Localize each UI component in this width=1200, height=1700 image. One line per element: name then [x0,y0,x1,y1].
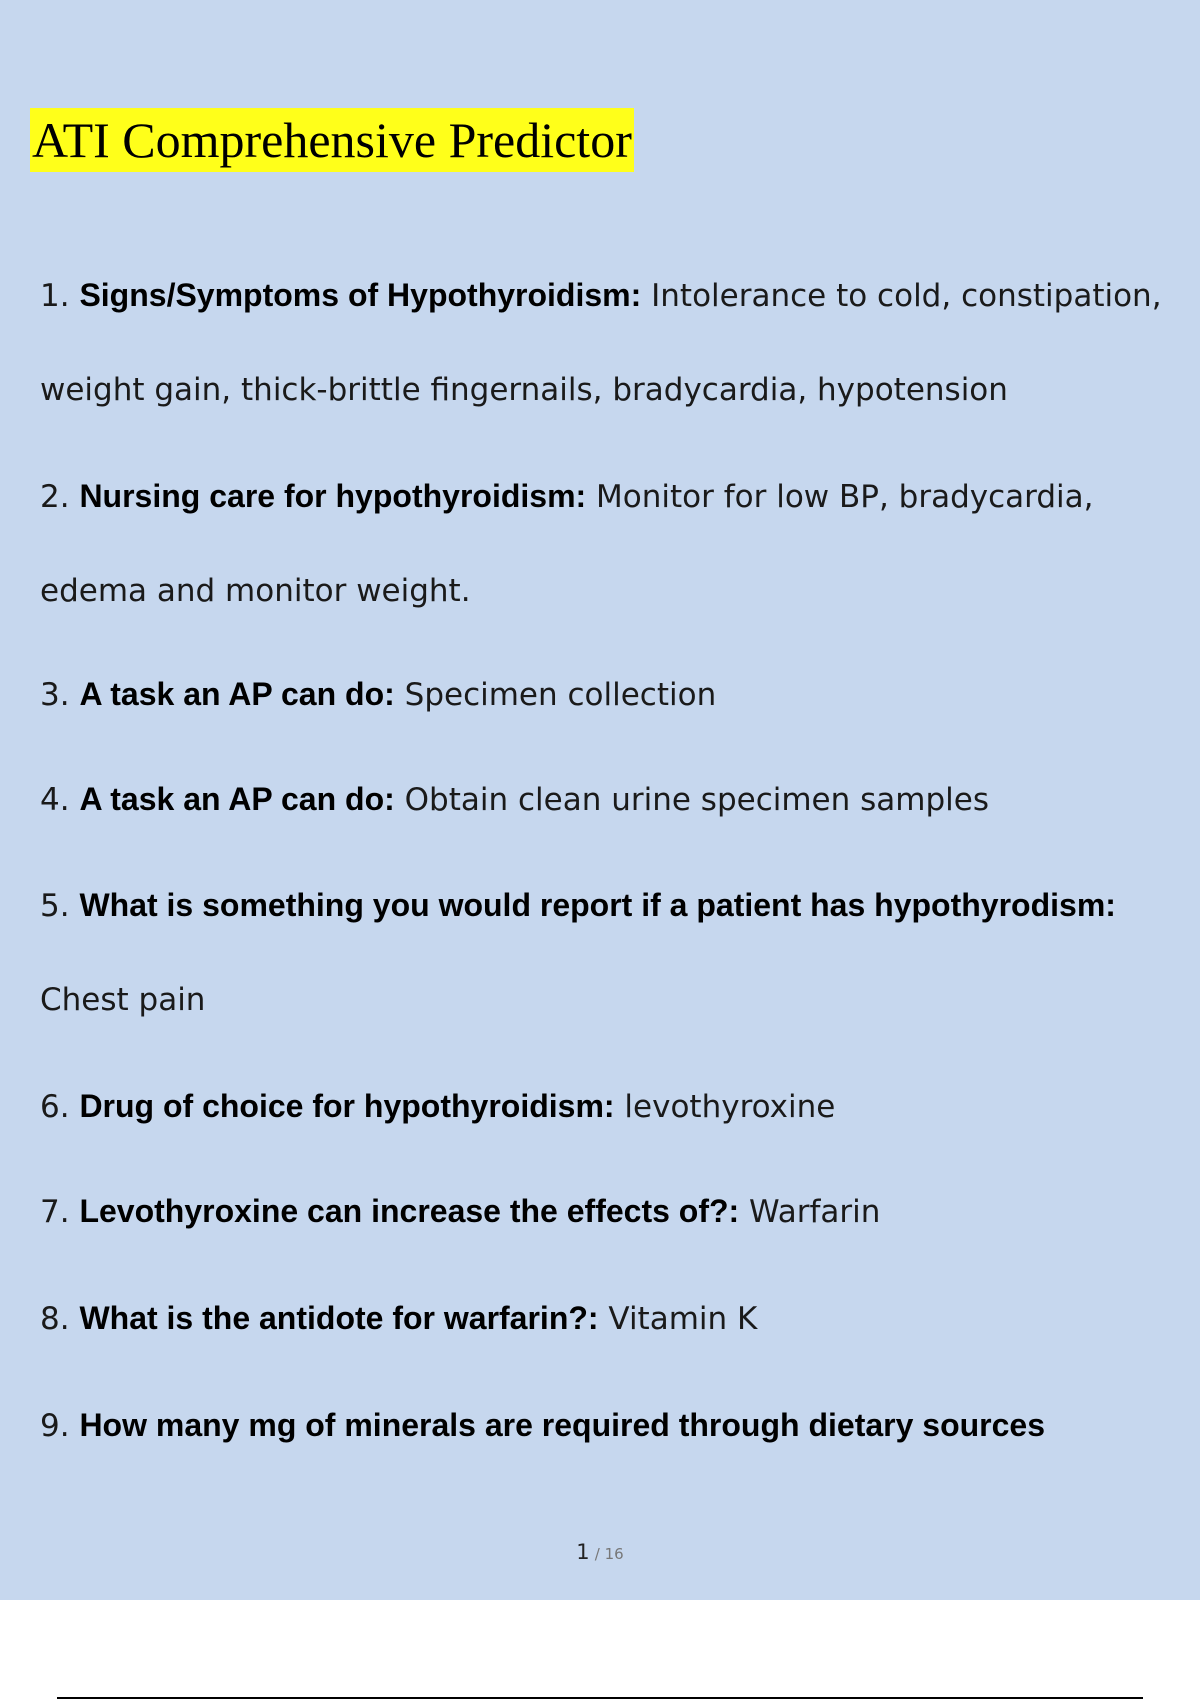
qa-item-2 [40,449,1190,638]
page-current: 1 [576,1540,590,1564]
item-number: 1. [40,278,70,314]
qa-item-4 [40,752,1190,847]
item-question: What is the antidote for warfarin?: [79,1300,599,1336]
qa-item-7 [40,1164,1190,1259]
item-question: Drug of choice for hypothyroidism: [79,1088,615,1124]
qa-item-1 [40,248,1190,437]
item-answer: levothyroxine [624,1089,836,1125]
item-answer: Monitor for low BP, bradycardia, edema and monitor weight. [40,479,1094,609]
item-number: 7. [40,1194,70,1230]
item-number: 8. [40,1301,70,1337]
page-total: / 16 [594,1545,624,1563]
item-answer: Warfarin [749,1194,881,1230]
qa-item-8 [40,1271,1190,1366]
item-question: How many mg of minerals are required through dietary sources [79,1407,1046,1443]
qa-item-5 [40,858,1190,1047]
item-number: 4. [40,782,70,818]
item-question: Levothyroxine can increase the effects of?: [79,1193,740,1229]
page-indicator [0,1540,1200,1564]
item-number: 2. [40,479,70,515]
item-answer: Chest pain [40,982,206,1018]
page-divider [57,1697,1143,1699]
item-question: What is something you would report if a patient has hypothyrodism: [79,887,1116,923]
item-question: Signs/Symptoms of Hypothyroidism: [79,277,642,313]
item-number: 9. [40,1408,70,1444]
item-number: 6. [40,1089,70,1125]
qa-item-3 [40,647,1190,742]
qa-item-6 [40,1059,1190,1154]
document-title: ATI Comprehensive Predictor [30,108,634,172]
item-number: 3. [40,677,70,713]
item-number: 5. [40,888,70,924]
item-question: Nursing care for hypothyroidism: [79,478,587,514]
qa-item-9 [40,1378,1190,1473]
item-question: A task an AP can do: [79,781,395,817]
item-answer: Vitamin K [608,1301,758,1337]
item-answer: Specimen collection [404,677,717,713]
item-answer: Obtain clean urine specimen samples [404,782,989,818]
item-question: A task an AP can do: [79,676,395,712]
item-answer: Intolerance to cold, constipation, weight gain, thick-brittle fingernails, bradycardia, hypotension [40,278,1162,408]
